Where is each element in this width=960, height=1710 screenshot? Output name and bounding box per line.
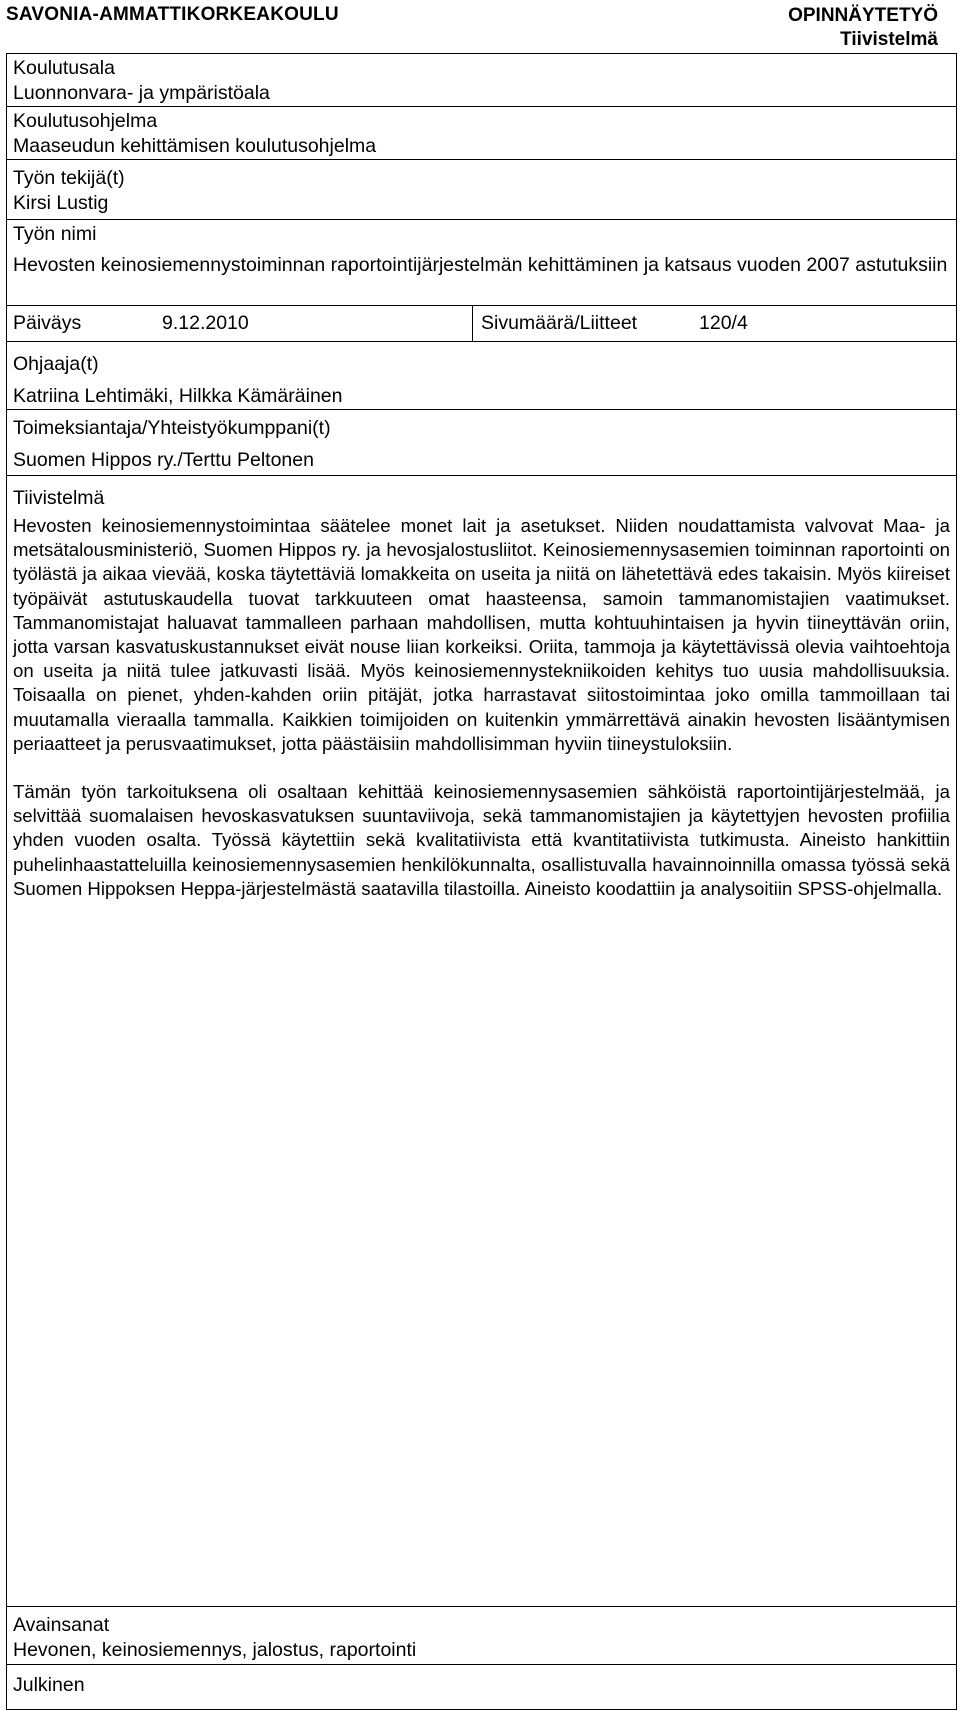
tiivistelma-label: Tiivistelmä <box>13 487 105 509</box>
section-koulutusala <box>7 54 956 107</box>
section-paivays-sivumaara <box>7 306 956 342</box>
tyon-nimi-value: Hevosten keinosiemennystoiminnan raportointijärjestelmän kehittäminen ja katsaus vuoden 2007 astutuksiin <box>13 254 948 276</box>
section-tekija <box>7 160 956 220</box>
section-koulutusohjelma <box>7 107 956 160</box>
section-avainsanat <box>7 1607 956 1665</box>
document-subtitle: Tiivistelmä <box>840 29 938 50</box>
section-tyon-nimi <box>7 220 956 306</box>
ohjaaja-label: Ohjaaja(t) <box>13 353 99 375</box>
section-julkisuus <box>7 1665 956 1709</box>
avainsanat-value: Hevonen, keinosiemennys, jalostus, raportointi <box>13 1639 417 1661</box>
ohjaaja-value: Katriina Lehtimäki, Hilkka Kämäräinen <box>13 385 343 407</box>
section-tiivistelma <box>7 476 956 1607</box>
document-header <box>788 4 938 52</box>
koulutusala-value: Luonnonvara- ja ympäristöala <box>13 82 270 104</box>
sivumaara-value: 120/4 <box>699 312 748 334</box>
abstract-form <box>6 53 957 1710</box>
abstract-paragraph-1: Hevosten keinosiemennystoimintaa säätelee monet lait ja asetukset. Niiden noudattamista valvovat Maa- ja metsätalousministeriö, Suomen Hippos ry. ja hevosjalostusliitot. Keinosiemennysasemien toiminnan raportointi on työlästä ja aikaa vievää, koska täytettäviä lomakkeita on useita ja niitä on lähetettävä edes takaisin. Myös kiireiset työpäivät astutuskaudella tuovat tarkkuuteen omat haasteensa, samoin tammanomistajien vaatimukset. Tammanomistajat haluavat tammalleen parhaan mahdollisen, mutta kohtuuhintaisen ja hyvin tiineyttävän oriin, jotta varsan kasvatuskustannukset eivät nouse liian korkeiksi. Oriita, tammoja ja käytettävissä olevia vaihtoehtoja on useita ja niitä tulee jatkuvasti lisää. Myös keinosiemennystekniikoiden kehitys tuo uusia mahdollisuuksia. Toisaalla on pienet, yhden-kahden oriin pitäjät, jotka harrastavat siitostoimintaa joko omilla tammoillaan tai muutamalla vieraalla tammalla. Kaikkien toimijoiden on kuitenkin ymmärrettävä ainakin hevosten lisääntymisen periaatteet ja perusvaatimukset, jotta päästäisiin mahdollisimman hyviin tiineystuloksiin. <box>13 515 950 754</box>
toimeksiantaja-label: Toimeksiantaja/Yhteistyökumppani(t) <box>13 417 331 439</box>
paivays-value: 9.12.2010 <box>162 312 249 334</box>
paivays-cell <box>7 306 473 341</box>
section-toimeksiantaja <box>7 410 956 476</box>
tekija-value: Kirsi Lustig <box>13 192 109 214</box>
avainsanat-label: Avainsanat <box>13 1614 110 1636</box>
sivumaara-cell <box>473 306 956 341</box>
abstract-paragraph-2: Tämän työn tarkoituksena oli osaltaan kehittää keinosiemennysasemien sähköistä raportointijärjestelmää, ja selvittää suomalaisen hevoskasvatuksen suuntaviivoja, sekä tammanomistajien ja käytettyjen hevosten profiilia yhden vuoden osalta. Työssä käytettiin sekä kvalitatiivista että kvantitatiivista tutkimusta. Aineisto hankittiin puhelinhaastatteluilla keinosiemennysasemien henkilökunnalta, osallistuvalla havainnoinnilla omassa työssä sekä Suomen Hippoksen Heppa-järjestelmästä saatavilla tilastoilla. Aineisto koodattiin ja analysoitiin SPSS-ohjelmalla. <box>13 781 950 899</box>
section-ohjaaja <box>7 342 956 410</box>
tyon-nimi-label: Työn nimi <box>13 223 97 245</box>
toimeksiantaja-value: Suomen Hippos ry./Terttu Peltonen <box>13 449 314 471</box>
sivumaara-label: Sivumäärä/Liitteet <box>481 312 638 334</box>
julkisuus-value: Julkinen <box>13 1674 85 1696</box>
tekija-label: Työn tekijä(t) <box>13 167 125 189</box>
paivays-label: Päiväys <box>13 312 82 334</box>
document-type: OPINNÄYTETYÖ <box>788 5 938 26</box>
institution-name: SAVONIA-AMMATTIKORKEAKOULU <box>6 4 339 25</box>
koulutusohjelma-label: Koulutusohjelma <box>13 110 158 132</box>
koulutusala-label: Koulutusala <box>13 57 115 79</box>
koulutusohjelma-value: Maaseudun kehittämisen koulutusohjelma <box>13 135 377 157</box>
